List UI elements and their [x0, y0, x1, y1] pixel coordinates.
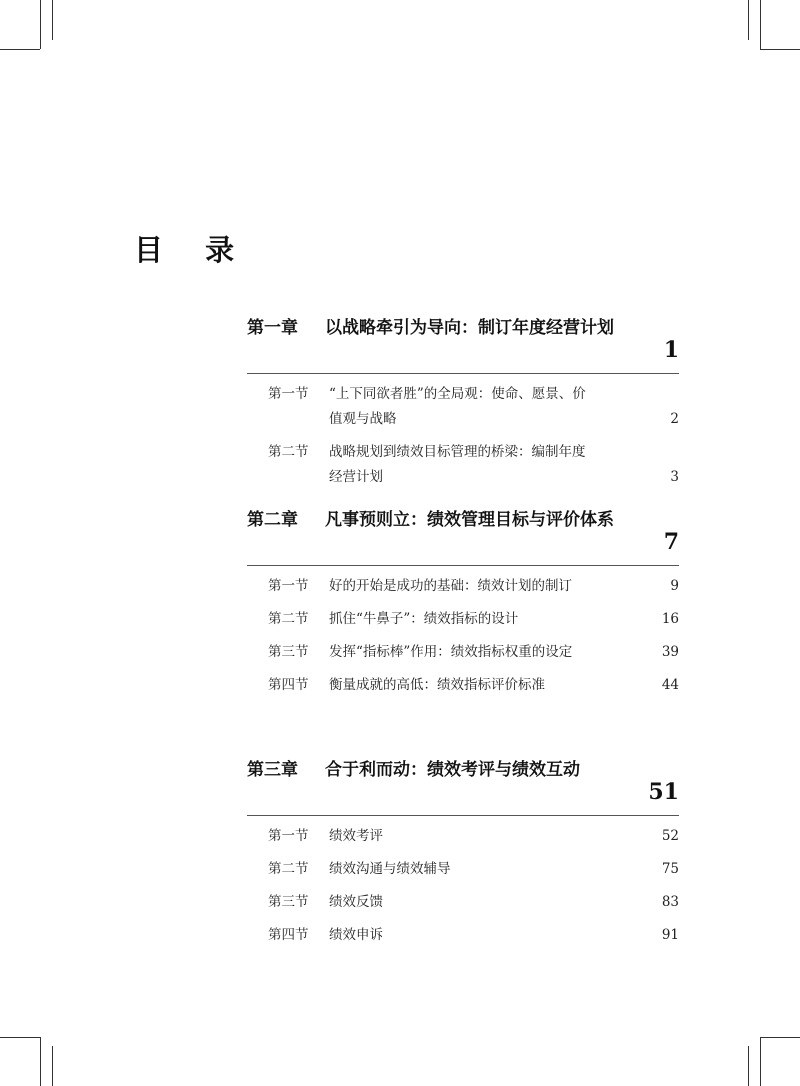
chapter-2 [247, 507, 679, 706]
section-page-number: 83 [661, 894, 679, 910]
section-entry[interactable] [268, 440, 679, 490]
section-page-number: 44 [661, 677, 679, 693]
section-page-number: 39 [661, 644, 679, 660]
crop-mark-top-right-v2 [748, 0, 749, 40]
chapter-heading[interactable] [247, 507, 679, 565]
section-entry[interactable] [268, 857, 679, 882]
crop-mark-bottom-right-v2 [748, 1046, 749, 1086]
crop-mark-bottom-left-h [0, 1037, 40, 1038]
section-title: 发挥“指标棒”作用：绩效指标权重的设定 [329, 644, 573, 660]
section-title: “上下同欲者胜”的全局观：使命、愿景、价值观与战略 [329, 386, 586, 427]
section-title: 好的开始是成功的基础：绩效计划的制订 [329, 578, 572, 594]
chapter-label: 第二章 [247, 510, 298, 530]
section-page-number: 75 [661, 861, 679, 877]
section-entry[interactable] [268, 574, 679, 599]
crop-mark-top-left-v [40, 0, 41, 49]
section-label: 第二节 [268, 861, 309, 877]
section-title: 衡量成就的高低：绩效指标评价标准 [329, 677, 545, 693]
section-title: 抓住“牛鼻子”：绩效指标的设计 [329, 611, 519, 627]
section-page-number: 16 [661, 611, 679, 627]
crop-mark-top-left-h [0, 49, 40, 50]
section-entry[interactable] [268, 923, 679, 948]
chapter-title: 凡事预则立：绩效管理目标与评价体系 [325, 510, 614, 530]
section-page-number: 2 [670, 411, 679, 427]
section-label: 第四节 [268, 677, 309, 693]
section-entry[interactable] [268, 824, 679, 849]
section-label: 第三节 [268, 894, 309, 910]
crop-mark-top-left-v2 [52, 0, 53, 40]
chapter-divider [247, 565, 679, 566]
chapter-title: 以战略牵引为导向：制订年度经营计划 [325, 318, 614, 338]
section-title: 绩效考评 [329, 828, 383, 844]
section-title: 战略规划到绩效目标管理的桥梁：编制年度经营计划 [329, 444, 586, 485]
chapter-1 [247, 315, 679, 498]
section-label: 第一节 [268, 828, 309, 844]
chapter-page-number: 51 [648, 779, 679, 805]
section-entry[interactable] [268, 673, 679, 698]
crop-mark-bottom-right-v [760, 1037, 761, 1086]
crop-mark-bottom-left-v [40, 1037, 41, 1086]
chapter-title: 合于利而动：绩效考评与绩效互动 [325, 760, 580, 780]
section-entry[interactable] [268, 382, 679, 432]
section-entry[interactable] [268, 607, 679, 632]
section-list [247, 824, 679, 948]
crop-mark-top-right-v [760, 0, 761, 49]
section-list [247, 382, 679, 490]
section-entry[interactable] [268, 640, 679, 665]
chapter-page-number: 1 [663, 337, 679, 363]
chapter-divider [247, 373, 679, 374]
crop-mark-bottom-right-h [760, 1037, 800, 1038]
chapter-3 [247, 757, 679, 956]
section-label: 第三节 [268, 644, 309, 660]
section-page-number: 3 [670, 469, 679, 485]
section-page-number: 9 [670, 578, 679, 594]
crop-mark-bottom-left-v2 [52, 1046, 53, 1086]
section-label: 第二节 [268, 444, 309, 460]
chapter-divider [247, 815, 679, 816]
page-title: 目 录 [134, 233, 251, 267]
section-entry[interactable] [268, 890, 679, 915]
chapter-heading[interactable] [247, 315, 679, 373]
section-list [247, 574, 679, 698]
section-label: 第四节 [268, 927, 309, 943]
crop-mark-top-right-h [760, 49, 800, 50]
section-label: 第一节 [268, 578, 309, 594]
section-title: 绩效沟通与绩效辅导 [329, 861, 451, 877]
section-title: 绩效申诉 [329, 927, 383, 943]
section-page-number: 91 [661, 927, 679, 943]
chapter-heading[interactable] [247, 757, 679, 815]
section-label: 第二节 [268, 611, 309, 627]
chapter-label: 第一章 [247, 318, 298, 338]
chapter-label: 第三章 [247, 760, 298, 780]
section-page-number: 52 [661, 828, 679, 844]
chapter-page-number: 7 [663, 529, 679, 555]
section-title: 绩效反馈 [329, 894, 383, 910]
section-label: 第一节 [268, 386, 309, 402]
